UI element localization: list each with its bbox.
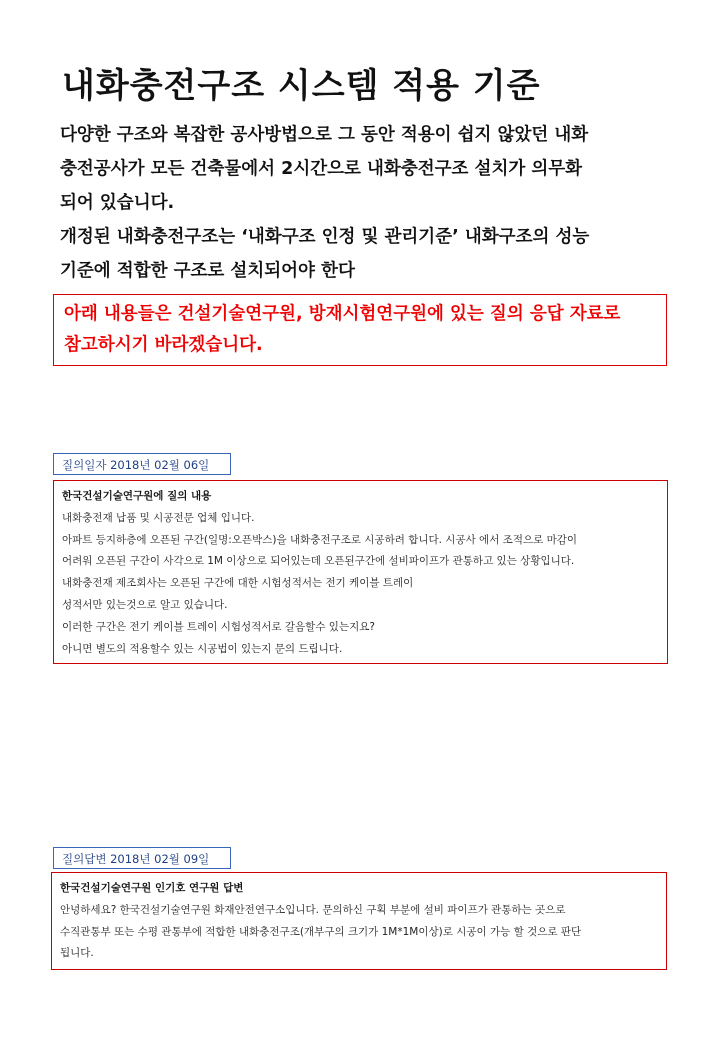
answer-line: 됩니다. [60,947,94,960]
intro-line: 개정된 내화충전구조는 ‘내화구조 인정 및 관리기준’ 내화구조의 성능 [60,227,590,247]
question-line: 어려워 오픈된 구간이 사각으로 1M 이상으로 되어있는데 오픈된구간에 설비파이프가 관통하고 있는 상황입니다. [62,555,575,568]
question-line: 아파트 등지하층에 오픈된 구간(일명:오픈박스)을 내화충전구조로 시공하려 합니다. 시공사 에서 조적으로 마감이 [62,533,578,546]
notice-line: 참고하시기 바라겠습니다. [64,335,263,355]
answer-date-tag: 질의답변 2018년 02월 09일 [53,847,231,869]
intro-line: 기준에 적합한 구조로 설치되어야 한다 [60,261,355,281]
page-title: 내화충전구조 시스템 적용 기준 [62,66,541,106]
question-line: 이러한 구간은 전기 케이블 트레이 시험성적서로 갈음할수 있는지요? [62,620,375,633]
notice-line: 아래 내용들은 건설기술연구원, 방재시험연구원에 있는 질의 응답 자료로 [64,304,621,324]
intro-line: 되어 있습니다. [60,193,175,213]
question-date-tag: 질의일자 2018년 02월 06일 [53,453,231,475]
question-line: 아니면 별도의 적용할수 있는 시공법이 있는지 문의 드립니다. [62,642,343,655]
answer-line: 안녕하세요? 한국건설기술연구원 화재안전연구소입니다. 문의하신 구획 부분에 설비 파이프가 관통하는 곳으로 [60,903,566,916]
question-heading: 한국건설기술연구원에 질의 내용 [62,490,212,502]
question-box [53,480,668,664]
intro-paragraph [60,118,670,288]
intro-line: 충전공사가 모든 건축물에서 2시간으로 내화충전구조 설치가 의무화 [60,159,583,179]
question-line: 내화충전재 제조회사는 오픈된 구간에 대한 시험성적서는 전기 케이블 트레이 [62,577,414,590]
answer-line: 수직관통부 또는 수평 관통부에 적합한 내화충전구조(개부구의 크기가 1M*1M이상)로 시공이 가능 할 것으로 판단 [60,925,582,938]
answer-heading: 한국건설기술연구원 인기호 연구원 답변 [60,882,244,894]
intro-line: 다양한 구조와 복잡한 공사방법으로 그 동안 적용이 쉽지 않았던 내화 [60,125,589,145]
question-line: 성적서만 있는것으로 알고 있습니다. [62,598,228,611]
notice-box [53,294,667,366]
question-line: 내화충전재 납품 및 시공전문 업체 입니다. [62,511,255,524]
answer-box [51,872,667,970]
